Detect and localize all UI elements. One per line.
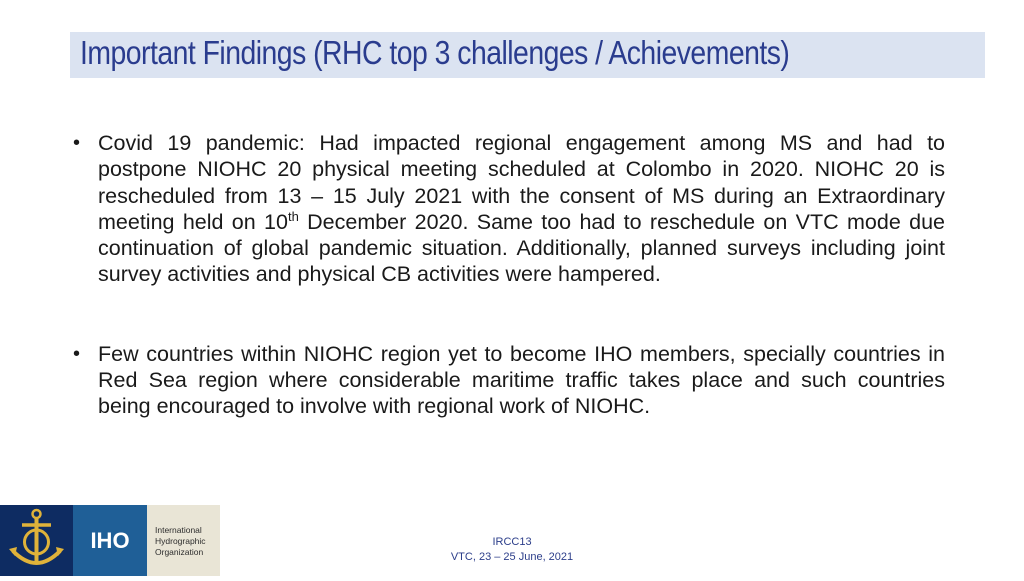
bullet-item-membership — [73, 341, 945, 420]
org-line: Organization — [155, 547, 204, 557]
bullet-item-covid — [73, 130, 945, 288]
anchor-emblem — [0, 505, 73, 576]
anchor-icon — [0, 505, 73, 576]
slide-title: Important Findings (RHC top 3 challenges / Achievements) — [80, 34, 790, 71]
org-name — [155, 525, 206, 558]
bullet-text: Few countries within NIOHC region yet to become IHO members, specially countries in Red Sea region where considerable maritime traffic takes place and such countries being encouraged to involve with regional work of NIOHC. — [98, 341, 945, 419]
org-name-box — [147, 505, 220, 576]
bullet-list — [73, 130, 945, 420]
footer-event-info — [420, 535, 604, 565]
bullet-text-part1: Covid 19 pandemic: Had impacted regional engagement among MS and had to postpone NIOHC 20 physical meeting scheduled at Colombo in 2020. NIOHC 20 is rescheduled from 13 – 15 July 2021 with the consent of MS during an Extraordinary meeting held on 10 — [98, 131, 945, 234]
bullet-dot: • — [73, 132, 81, 154]
iho-label: IHO — [73, 505, 147, 576]
bullet-text-part2: December 2020. Same too had to reschedule on VTC mode due continuation of global pandemic situation. Additionally, planned surveys including joint survey activities and physical CB activities were hampered. — [98, 209, 945, 287]
org-line: International — [155, 525, 202, 535]
iho-logo — [0, 505, 220, 576]
org-line: Hydrographic — [155, 536, 206, 546]
event-date: VTC, 23 – 25 June, 2021 — [450, 551, 574, 563]
bullet-dot: • — [73, 342, 81, 365]
ordinal-suffix: th — [287, 208, 299, 224]
event-name: IRCC13 — [492, 536, 532, 548]
